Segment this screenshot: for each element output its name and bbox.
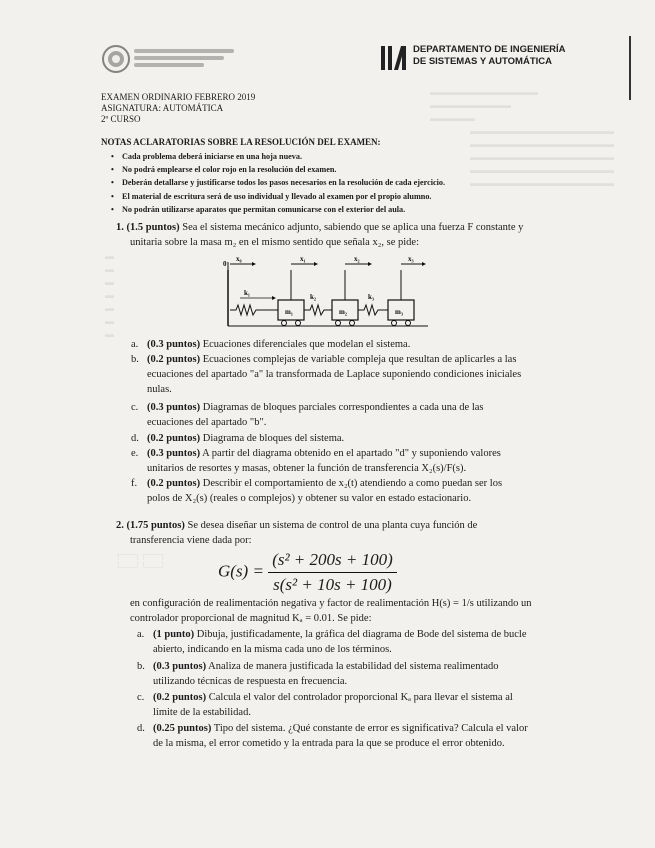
exam-subject: ASIGNATURA: AUTOMÁTICA <box>101 103 224 113</box>
notes-title: NOTAS ACLARATORIAS SOBRE LA RESOLUCIÓN DEL EXAMEN: <box>101 137 381 147</box>
origin-label: 0 <box>223 260 227 268</box>
m3-label: m₃ <box>395 308 403 316</box>
part-text: nulas. <box>147 384 172 395</box>
problem-1-statement <box>116 220 556 235</box>
part-text: utilizando técnicas de respuesta en frecuencia. <box>153 676 348 687</box>
problem-1-points: (1.5 puntos) <box>126 222 180 233</box>
part-text: Ecuaciones complejas de variable compleja que resultan de aplicarles a las <box>200 354 517 365</box>
part-points: (0.2 puntos) <box>153 692 207 703</box>
exam-course: 2º CURSO <box>101 114 141 124</box>
part-label: c. <box>131 402 139 413</box>
part-points: (0.2 puntos) <box>147 433 201 444</box>
part-label: b. <box>131 354 139 365</box>
mass-spring-diagram <box>222 252 432 332</box>
bleed-through-text: ▬▬▬▬▬▬▬▬▬▬▬▬ ▬▬▬▬▬▬▬▬▬ ▬▬▬▬▬ <box>430 87 538 123</box>
formula-numerator: (s² + 200s + 100) <box>268 550 397 573</box>
part-text: polos de X₂(s) (reales o complejos) y obtener su valor en estado estacionario. <box>147 493 472 504</box>
problem-1-part-e <box>131 446 557 476</box>
bleed-through-text: ▬ ▬ ▬ ▬ ▬ ▬ ▬ <box>105 251 114 339</box>
problem-1-number: 1. <box>116 222 124 233</box>
exam-header <box>101 92 255 125</box>
part-text: límite de la estabilidad. <box>153 707 251 718</box>
part-text: unitarios de resortes y masas, obtener la función de transferencia X₂(s)/F(s). <box>147 463 467 474</box>
x3-label: x₃ <box>408 255 414 263</box>
part-text: Ecuaciones diferenciales que modelan el sistema. <box>200 339 411 350</box>
problem-1-line-1: Sea el sistema mecánico adjunto, sabiendo que se aplica una fuerza F constante y <box>179 222 524 233</box>
m1-label: m₁ <box>285 308 293 316</box>
note-text: El material de escritura será de uso individual y llevado al examen por el propio alumno. <box>122 191 432 201</box>
problem-2-part-d <box>137 721 563 751</box>
part-text: de la misma, el error cometido y la entrada para la que se produce el error obtenido. <box>153 738 505 749</box>
university-name-faded <box>134 46 244 72</box>
x0-label: x₀ <box>236 255 242 263</box>
part-points: (0.25 puntos) <box>153 723 212 734</box>
problem-1-part-b <box>131 352 557 397</box>
part-text: Dibuja, justificadamente, la gráfica del diagrama de Bode del sistema de bucle <box>194 629 527 640</box>
problem-1-part-f <box>131 476 557 506</box>
problem-2-part-b <box>137 659 563 689</box>
k3-label: k₃ <box>368 293 374 301</box>
bleed-through-box: ┌──┐┌──┐ └──┘└──┘ <box>115 549 167 572</box>
problem-2-after-2: controlador proporcional de magnitud Kₐ = 0.01. Se pide: <box>130 613 372 624</box>
part-label: f. <box>131 478 138 489</box>
part-text: Analiza de manera justificada la estabilidad del sistema realimentado <box>206 661 499 672</box>
part-points: (0.3 puntos) <box>147 402 201 413</box>
problem-2-points: (1.75 puntos) <box>126 520 185 531</box>
x1-label: x₁ <box>300 255 306 263</box>
note-item: • Cada problema deberá iniciarse en una hoja nueva. <box>111 152 302 161</box>
part-label: a. <box>131 339 139 350</box>
note-item: • Deberán detallarse y justificarse todos los pasos necesarios en la resolución de cada ejercicio. <box>111 178 446 188</box>
part-text: Describir el comportamiento de x₂(t) atendiendo a como puedan ser los <box>200 478 503 489</box>
part-text: Diagrama de bloques del sistema. <box>200 433 345 444</box>
part-points: (0.3 puntos) <box>147 448 201 459</box>
part-label: b. <box>137 661 145 672</box>
department-name <box>413 44 566 68</box>
note-item: • No podrán utilizarse aparatos que permitan comunicarse con el exterior del aula. <box>111 204 406 214</box>
part-label: d. <box>131 433 139 444</box>
department-line-1: DEPARTAMENTO DE INGENIERÍA <box>413 44 566 55</box>
part-label: a. <box>137 629 145 640</box>
k1-label: k₁ <box>244 289 250 297</box>
problem-2-number: 2. <box>116 520 124 531</box>
note-text: Cada problema deberá iniciarse en una hoja nueva. <box>122 152 302 161</box>
note-item: • El material de escritura será de uso individual y llevado al examen por el propio alumno. <box>111 191 432 201</box>
part-points: (0.2 puntos) <box>147 478 201 489</box>
problem-2-after-1: en configuración de realimentación negativa y factor de realimentación H(s) = 1/s utilizando un <box>130 598 532 609</box>
note-item: • No podrá emplearse el color rojo en la resolución del examen. <box>111 165 337 175</box>
exam-title: EXAMEN ORDINARIO FEBRERO 2019 <box>101 92 256 102</box>
note-text: No podrán utilizarse aparatos que permitan comunicarse con el exterior del aula. <box>122 204 406 214</box>
part-label: e. <box>131 448 139 459</box>
part-text: ecuaciones del apartado "b". <box>147 417 267 428</box>
note-text: Deberán detallarse y justificarse todos los pasos necesarios en la resolución de cada ejercicio. <box>122 178 446 188</box>
part-points: (0.2 puntos) <box>147 354 201 365</box>
formula-denominator: s(s² + 10s + 100) <box>273 575 392 594</box>
department-logo-icon <box>380 43 408 73</box>
k2-label: k₂ <box>310 293 316 301</box>
part-text: ecuaciones del apartado "a" la transformada de Laplace suponiendo condiciones iniciales <box>147 369 522 380</box>
part-text: A partir del diagrama obtenido en el apartado "d" y suponiendo valores <box>200 448 501 459</box>
part-text: abierto, indicando en la misma cada uno de los términos. <box>153 644 392 655</box>
part-points: (0.3 puntos) <box>153 661 207 672</box>
problem-1-part-c <box>131 400 557 430</box>
problem-1-part-d <box>131 431 557 446</box>
m2-label: m₂ <box>339 308 347 316</box>
problem-2-line-2: transferencia viene dada por: <box>130 535 252 546</box>
formula-fraction <box>268 550 397 595</box>
transfer-function-formula <box>218 550 397 595</box>
problem-1-line-2: unitaria sobre la masa m₂ en el mismo sentido que señala x₂, se pide: <box>130 237 419 248</box>
part-text: Tipo del sistema. ¿Qué constante de error es significativa? Calcula el valor <box>211 723 528 734</box>
problem-2-line-1: Se desea diseñar un sistema de control de una planta cuya función de <box>184 520 478 531</box>
part-points: (0.3 puntos) <box>147 339 201 350</box>
bleed-through-text: ▬▬▬▬▬▬▬▬▬▬▬▬▬▬▬▬ ▬▬▬▬▬▬▬▬▬▬▬▬▬▬▬▬ ▬▬▬▬▬▬▬▬▬▬▬▬▬▬▬▬ ▬▬▬▬▬▬▬▬▬▬▬▬▬▬▬▬ ▬▬▬▬▬▬▬▬▬▬▬▬▬▬▬▬ <box>470 126 614 188</box>
x2-label: x₂ <box>354 255 360 263</box>
note-text: No podrá emplearse el color rojo en la resolución del examen. <box>122 165 337 175</box>
department-line-2: DE SISTEMAS Y AUTOMÁTICA <box>413 56 552 67</box>
university-seal-icon <box>101 44 131 74</box>
problem-2-statement <box>116 518 556 533</box>
part-text: Calcula el valor del controlador proporcional Kₐ para llevar el sistema al <box>206 692 513 703</box>
part-label: d. <box>137 723 145 734</box>
part-points: (1 punto) <box>153 629 195 640</box>
formula-lhs: G(s) = <box>218 561 264 581</box>
part-text: Diagramas de bloques parciales correspondientes a cada una de las <box>200 402 484 413</box>
problem-2-part-c <box>137 690 563 720</box>
problem-2-part-a <box>137 627 563 657</box>
scan-edge-line <box>629 36 631 100</box>
problem-1-part-a <box>131 337 557 352</box>
notes-list <box>111 150 446 216</box>
part-label: c. <box>137 692 145 703</box>
